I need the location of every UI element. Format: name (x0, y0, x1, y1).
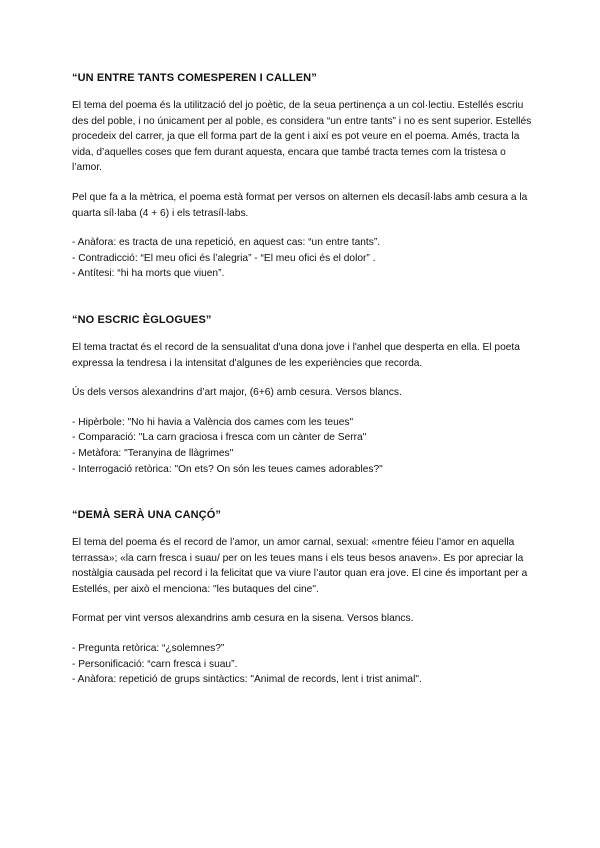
list-item: - Pregunta retòrica: “¿solemnes?” (72, 643, 225, 655)
list-item: - Anàfora: es tracta de una repetició, en aquest cas: “un entre tants”. (72, 237, 381, 249)
list-item: - Metàfora: "Teranyina de llàgrimes" (72, 447, 234, 459)
list-item: - Hipèrbole: "No hi havia a València dos cames com les teues" (72, 416, 354, 428)
paragraph: Pel que fa a la mètrica, el poema està format per versos on alternen els decasíl·labs amb cesura a la quarta síl·laba (4 + 6) i els tetrasíl·labs. (72, 191, 528, 219)
section-no-escric-eglogues (72, 312, 532, 477)
list-item: - Interrogació retòrica: "On ets? On són les teues cames adorables?" (72, 463, 383, 475)
section-title: “DEMÀ SERÀ UNA CANÇÓ” (72, 509, 221, 522)
figures-list (72, 641, 532, 688)
list-item: - Personificació: “carn fresca i suau”. (72, 658, 238, 670)
paragraph: El tema del poema és la utilització del jo poètic, de la seua pertinença a un col·lectiu. Estellés escriu des del poble, i no únicament per al poble, es considera “un entre tants” i no es sent superior. Estellés procedeix del carrer, ja que ell forma part de la gent i així es pot veure en el poema. Amés, tracta la vida, d’aquelles coses que fem durant aquesta, encara que també tracta temes com la tristesa o l’amor. (72, 100, 532, 174)
paragraph: Ús dels versos alexandrins d’art major, (6+6) amb cesura. Versos blancs. (72, 387, 402, 399)
section-un-entre-tants (72, 70, 532, 282)
list-item: - Antítesi: “hi ha morts que viuen”. (72, 268, 225, 280)
section-title: “UN ENTRE TANTS COMESPEREN I CALLEN” (72, 72, 317, 84)
document-page (72, 70, 532, 718)
paragraph: El tema del poema és el record de l’amor, un amor carnal, sexual: «mentre féieu l’amor en aquella terrassa»; «la carn fresca i suau/ per on les teues mans i els teus besos anaven». Es por apreciar la nostàlgia causada pel record i la felicitat que va viure l’autor quan era jove. El cine és important per a Estellés, per això el menciona: "les butaques del cine". (72, 537, 528, 595)
list-item: - Anàfora: repetició de grups sintàctics: "Animal de records, lent i trist animal". (72, 674, 422, 686)
figures-list (72, 415, 532, 477)
paragraph: Format per vint versos alexandrins amb cesura en la sisena. Versos blancs. (72, 613, 414, 625)
section-dema-sera-una-canco (72, 507, 532, 688)
list-item: - Contradicció: “El meu ofici és l’alegria” - “El meu ofici és el dolor” . (72, 252, 376, 264)
paragraph: El tema tractat és el record de la sensualitat d'una dona jove i l'anhel que desperta en ella. El poeta expressa la tendresa i la intensitat d'algunes de les experiències que recorda. (72, 341, 520, 369)
section-title: “NO ESCRIC ÈGLOGUES” (72, 313, 212, 326)
figures-list (72, 235, 532, 282)
list-item: - Comparació: "La carn graciosa i fresca com un cànter de Serra" (72, 432, 367, 444)
